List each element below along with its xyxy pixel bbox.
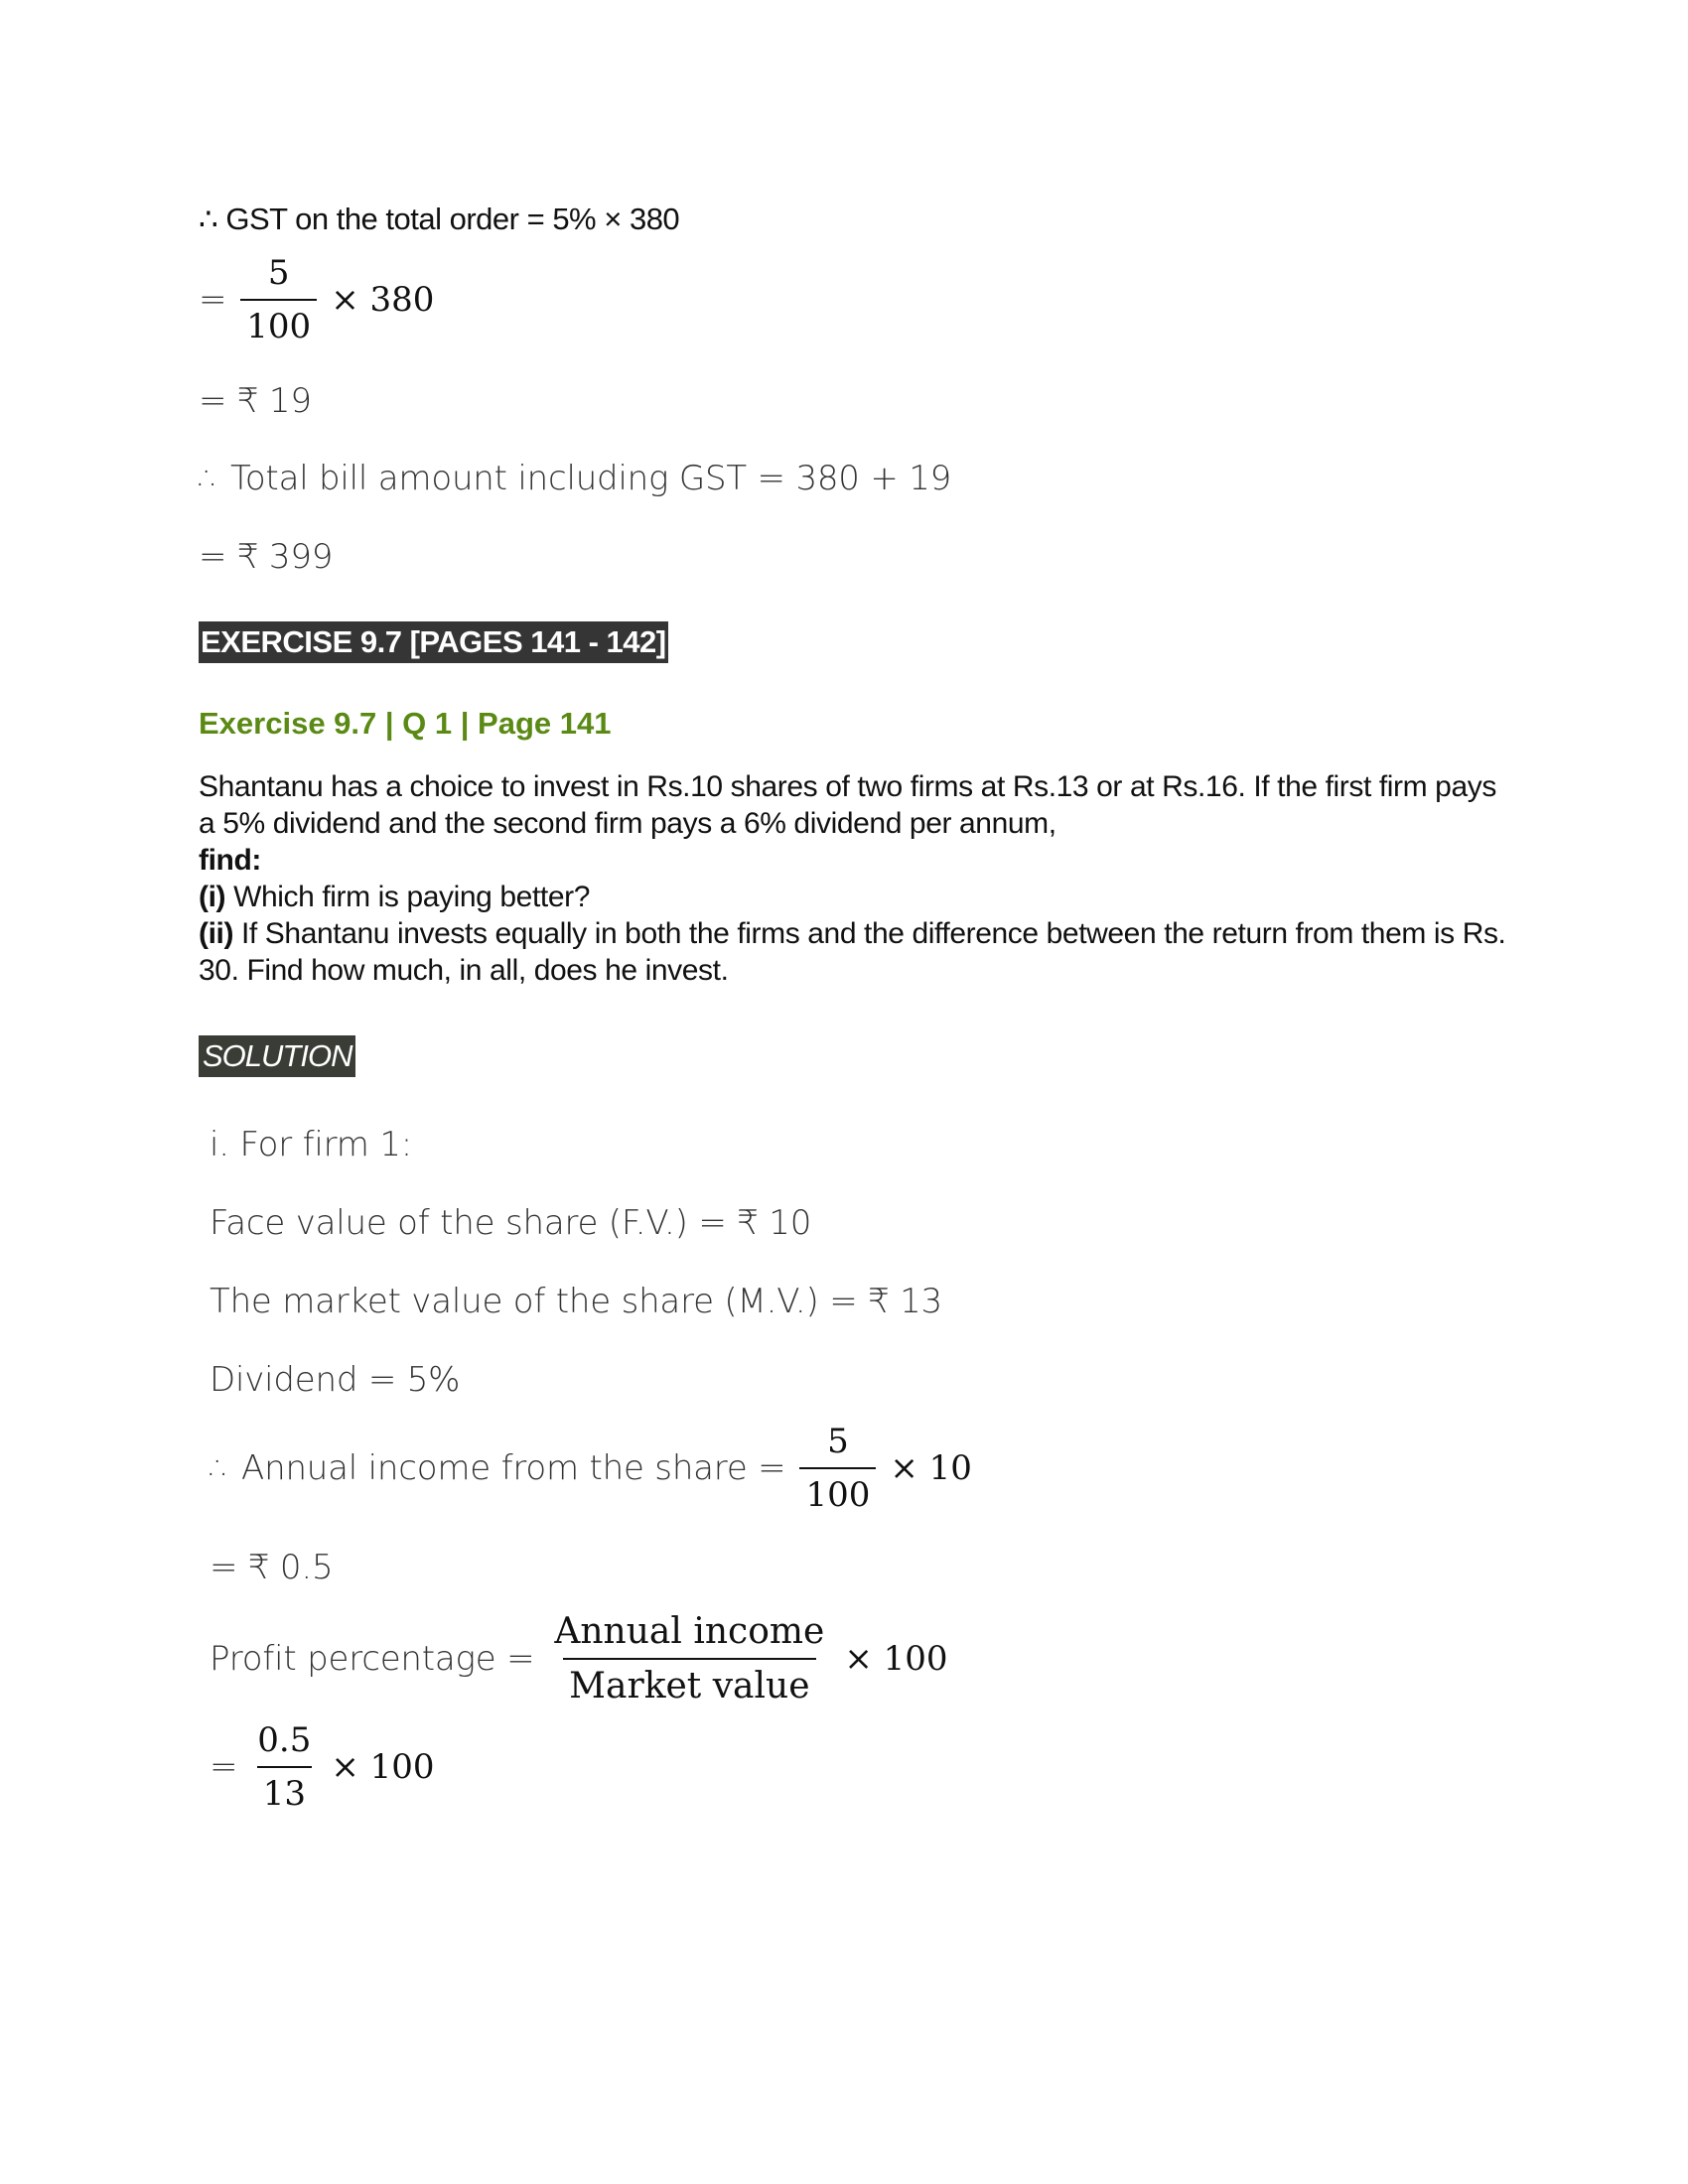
fraction: [548, 1611, 830, 1706]
equals-sign: =: [210, 1747, 238, 1787]
total-bill-line: ∴ Total bill amount including GST = 380 + 19: [199, 459, 952, 498]
fraction: [799, 1422, 876, 1515]
multiplier: × 10: [890, 1448, 972, 1488]
part-i-text: Which firm is paying better?: [233, 881, 590, 913]
question-heading[interactable]: Exercise 9.7 | Q 1 | Page 141: [199, 706, 612, 741]
question-text: [199, 768, 1519, 989]
fraction: [240, 253, 317, 346]
denominator: 100: [799, 1467, 876, 1515]
gst-fraction-line: [199, 253, 434, 346]
part-i-label: (i): [199, 881, 226, 913]
denominator: 13: [257, 1766, 312, 1814]
annual-income-label: ∴ Annual income from the share =: [210, 1448, 786, 1488]
profit-label: Profit percentage =: [210, 1639, 535, 1679]
multiplier: × 100: [844, 1639, 948, 1679]
gst-line: ∴ GST on the total order = 5% × 380: [199, 202, 680, 236]
denominator: 100: [240, 299, 317, 346]
numerator: 0.5: [257, 1720, 312, 1760]
denominator: Market value: [563, 1658, 815, 1706]
numerator: 5: [827, 1422, 849, 1461]
firm1-heading: i. For firm 1:: [210, 1125, 413, 1164]
equals-sign: =: [199, 280, 227, 320]
part-ii-label: (ii): [199, 917, 234, 950]
gst-result: = ₹ 19: [199, 381, 312, 421]
market-value-line: The market value of the share (M.V.) = ₹ 13: [210, 1282, 942, 1321]
multiplier: × 380: [331, 280, 435, 320]
solution-label: SOLUTION: [199, 1035, 355, 1077]
dividend-line: Dividend = 5%: [210, 1360, 461, 1400]
annual-income-result: = ₹ 0.5: [210, 1548, 334, 1587]
numerator: Annual income: [554, 1611, 825, 1652]
annual-income-line: [210, 1422, 972, 1515]
fraction: [251, 1720, 317, 1814]
exercise-header: EXERCISE 9.7 [PAGES 141 - 142]: [199, 621, 668, 663]
question-intro: Shantanu has a choice to invest in Rs.10 shares of two firms at Rs.13 or at Rs.16. If the first firm pays a 5% dividend and the second firm pays a 6% dividend per annum,: [199, 770, 1496, 840]
face-value-line: Face value of the share (F.V.) = ₹ 10: [210, 1203, 812, 1243]
find-label: find:: [199, 844, 261, 877]
total-bill-result: = ₹ 399: [199, 537, 334, 577]
profit-calc-line: [210, 1720, 435, 1814]
numerator: 5: [267, 253, 290, 293]
profit-formula-line: [210, 1611, 948, 1706]
multiplier: × 100: [331, 1747, 435, 1787]
part-ii-text: If Shantanu invests equally in both the firms and the difference between the return from them is Rs. 30. Find how much, in all, does he invest.: [199, 917, 1506, 987]
